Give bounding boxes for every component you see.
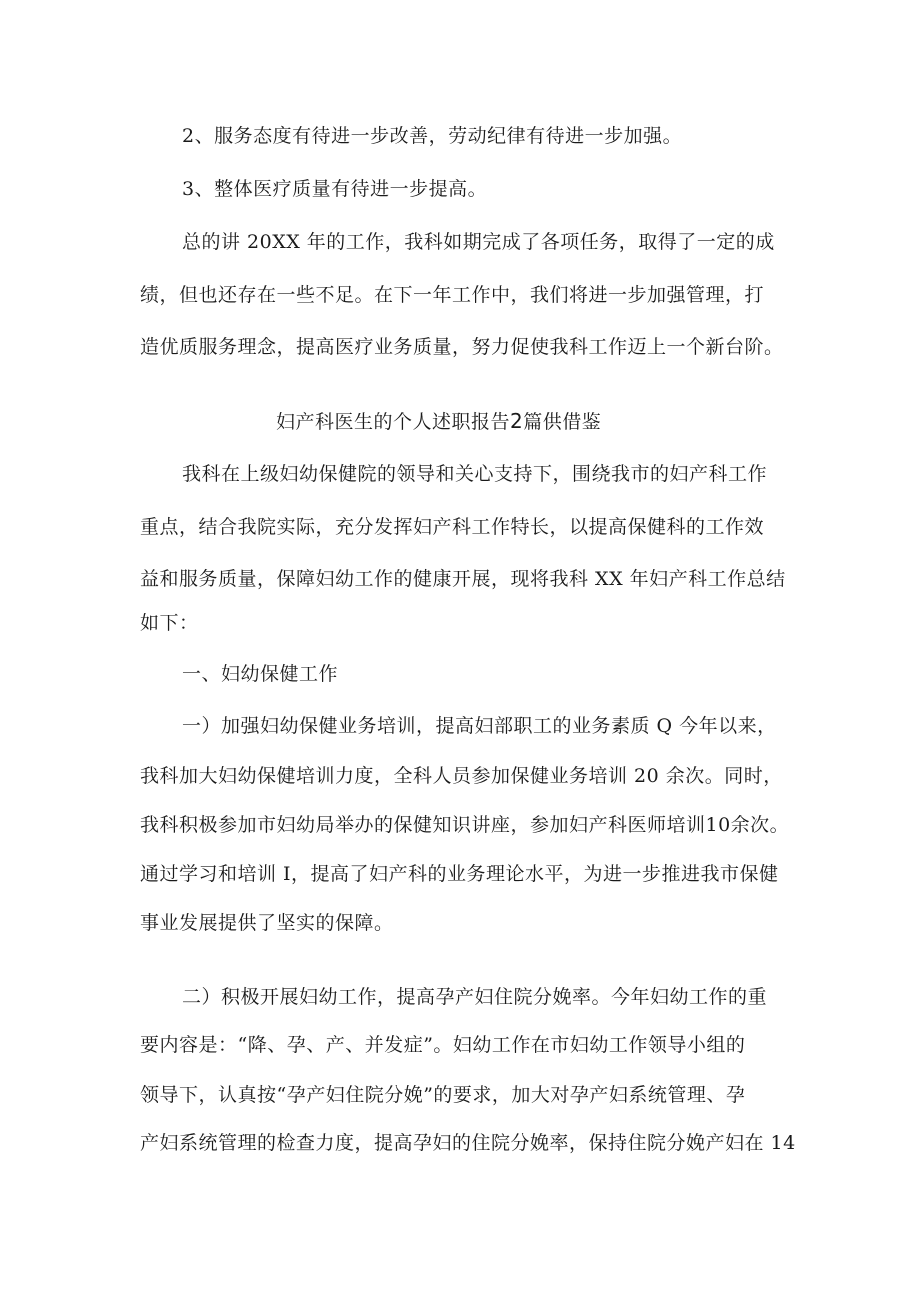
text-line: 总的讲 20XX 年的工作，我科如期完成了各项任务，取得了一定的成 <box>182 231 775 253</box>
text-line: 事业发展提供了坚实的保障。 <box>140 912 394 934</box>
section-title <box>276 409 601 434</box>
text-line: 一、妇幼保健工作 <box>182 663 339 685</box>
text-line: 通过学习和培训 I，提高了妇产科的业务理论水平，为进一步推进我市保健 <box>140 863 779 885</box>
text-line: 绩，但也还存在一些不足。在下一年工作中，我们将进一步加强管理，打 <box>140 284 765 306</box>
text-line: 要内容是：“降、孕、产、并发症”。妇幼工作在市妇幼工作领导小组的 <box>140 1034 746 1056</box>
text-line: 我科在上级妇幼保健院的领导和关心支持下，围绕我市的妇产科工作 <box>182 463 768 485</box>
text-line: 一）加强妇幼保健业务培训，提高妇部职工的业务素质 Q 今年以来， <box>182 715 777 737</box>
text-line: 益和服务质量，保障妇幼工作的健康开展，现将我科 XX 年妇产科工作总结 <box>140 568 786 590</box>
title-text-before: 妇产科医生的个人述职报告 <box>276 411 511 433</box>
title-text-after: 篇供借鉴 <box>523 411 602 433</box>
text-line: 3、整体医疗质量有待进一步提高。 <box>182 178 488 200</box>
text-line: 2、服务态度有待进一步改善，劳动纪律有待进一步加强。 <box>182 125 683 147</box>
text-line: 造优质服务理念，提高医疗业务质量，努力促使我科工作迈上一个新台阶。 <box>140 336 784 358</box>
text-line: 我科加大妇幼保健培训力度，全科人员参加保健业务培训 20 余次。同时， <box>140 765 783 787</box>
title-number: 2 <box>510 409 524 433</box>
text-line: 我科积极参加市妇幼局举办的保健知识讲座，参加妇产科医师培训10余次。 <box>140 814 790 836</box>
text-line: 领导下，认真按“孕产妇住院分娩”的要求，加大对孕产妇系统管理、孕 <box>140 1084 746 1106</box>
text-line: 如下： <box>140 612 199 634</box>
text-line: 重点，结合我院实际，充分发挥妇产科工作特长，以提高保健科的工作效 <box>140 516 765 538</box>
text-line: 产妇系统管理的检查力度，提高孕妇的住院分娩率，保持住院分娩产妇在 14 <box>140 1132 796 1154</box>
text-line: 二）积极开展妇幼工作，提高孕产妇住院分娩率。今年妇幼工作的重 <box>182 986 768 1008</box>
